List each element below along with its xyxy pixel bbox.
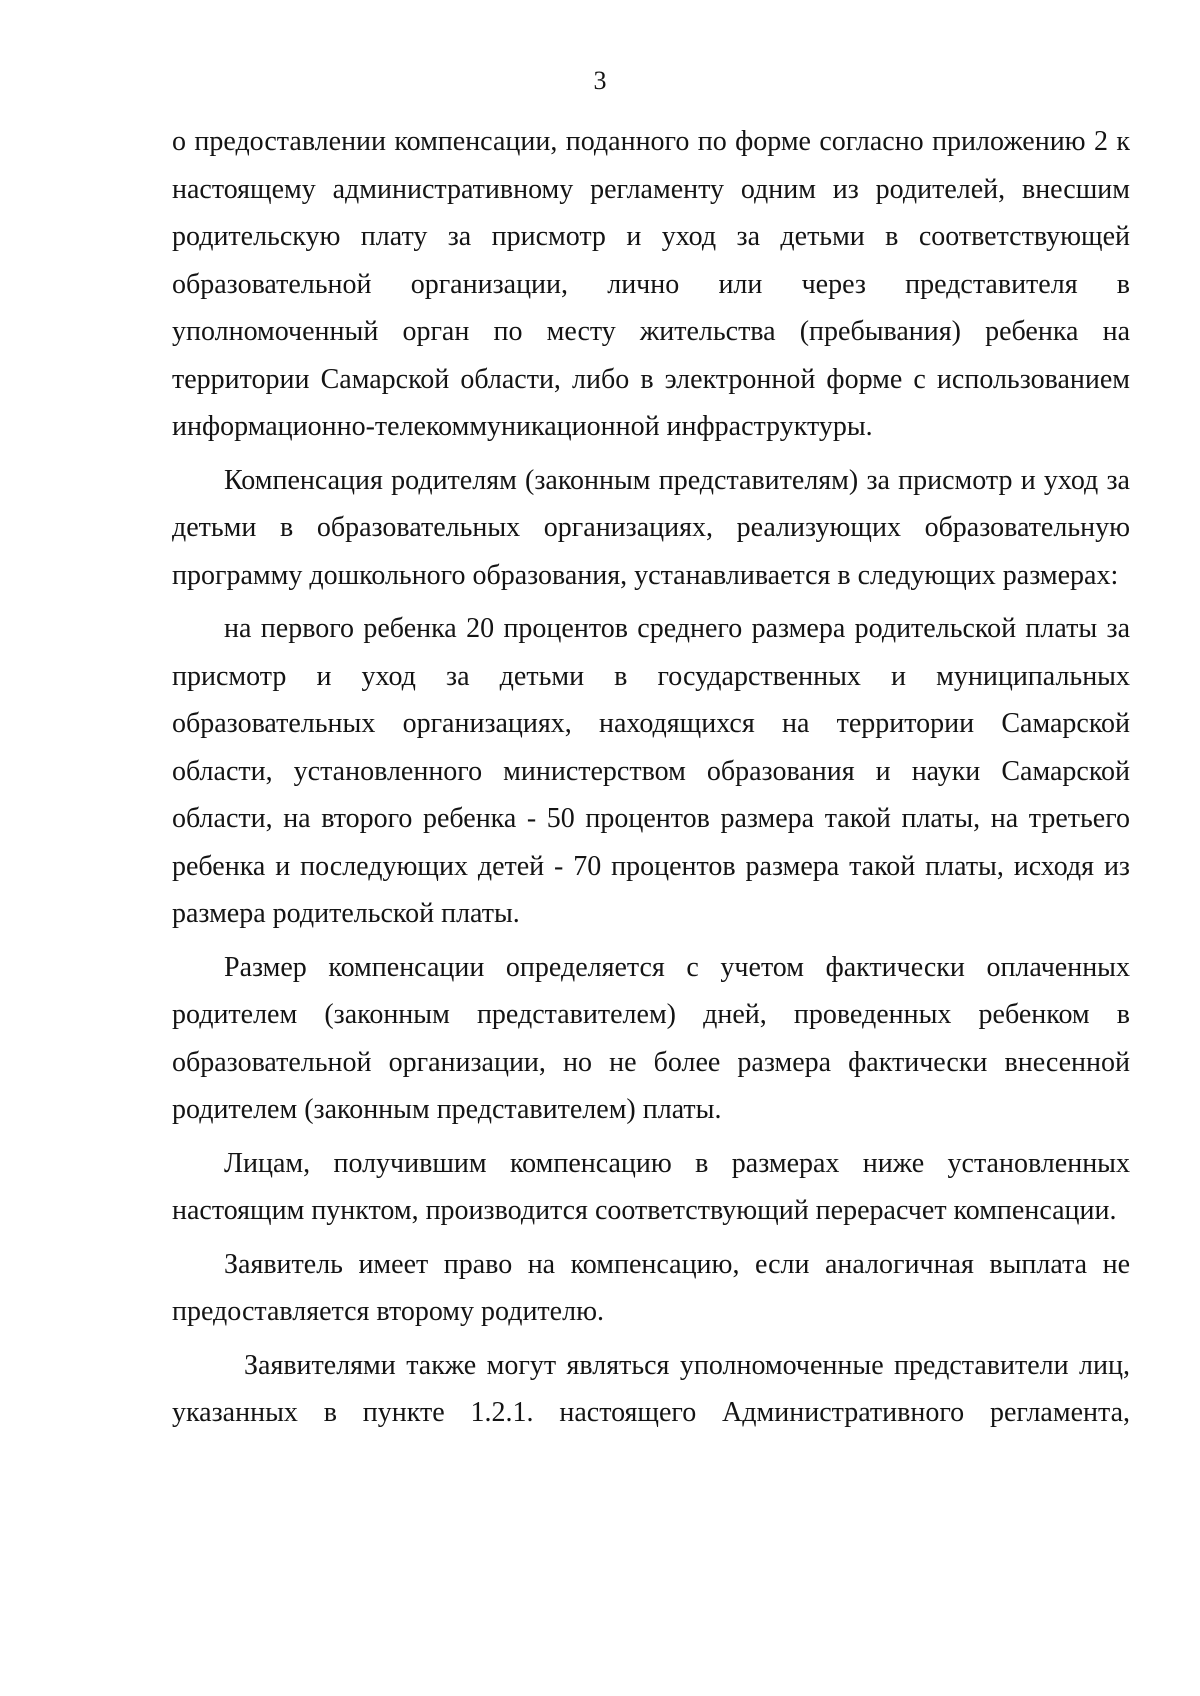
- paragraph-compensation-calculation: Размер компенсации определяется с учетом фактически оплаченных родителем (законным представителем) дней, проведенных ребенком в образовательной организации, но не более размера фактически внесенной родителем (законным представителем) платы.: [172, 951, 1130, 1125]
- paragraph-compensation-sizes: Компенсация родителям (законным представителям) за присмотр и уход за детьми в образовательных организациях, реализующих образовательную программу дошкольного образования, устанавливается в следующих размерах:: [172, 464, 1130, 591]
- paragraph-application-form: о предоставлении компенсации, поданного по форме согласно приложению 2 к настоящему административному регламенту одним из родителей, внесшим родительскую плату за присмотр и уход за детьми в соответствующей образовательной организации, лично или через представителя в уполномоченный орган по месту жительства (пребывания) ребенка на территории Самарской области, либо в электронной форме с использованием информационно-телекоммуникационной инфраструктуры.: [172, 126, 1130, 442]
- paragraph-recalculation: Лицам, получившим компенсацию в размерах ниже установленных настоящим пунктом, производится соответствующий перерасчет компенсации.: [172, 1147, 1130, 1226]
- paragraph-applicant-right: Заявитель имеет право на компенсацию, если аналогичная выплата не предоставляется второму родителю.: [172, 1248, 1130, 1327]
- paragraph-compensation-percentages: на первого ребенка 20 процентов среднего размера родительской платы за присмотр и уход за детьми в государственных и муниципальных образовательных организациях, находящихся на территории Самарской области, установленного министерством образования и науки Самарской области, на второго ребенка - 50 процентов размера такой платы, на третьего ребенка и последующих детей - 70 процентов размера такой платы, исходя из размера родительской платы.: [172, 613, 1130, 929]
- page-number: 3: [593, 66, 607, 95]
- document-body: [172, 118, 1130, 1443]
- paragraph-authorized-representatives: Заявителями также могут являться уполномоченные представители лиц, указанных в пункте 1.2.1. настоящего Административного регламента,: [172, 1349, 1130, 1428]
